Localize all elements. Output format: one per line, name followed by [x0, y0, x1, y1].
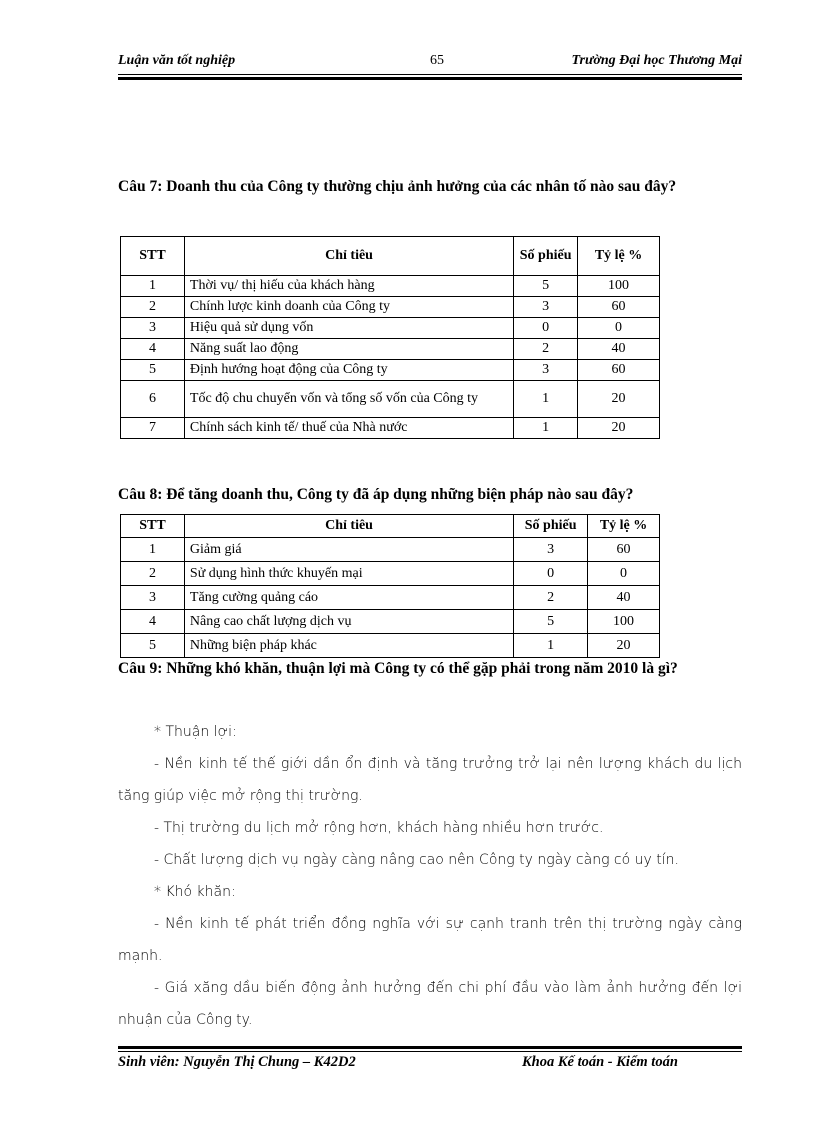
- col-header-stt: STT: [121, 515, 185, 538]
- row-stt: 4: [121, 339, 185, 360]
- table-row: [121, 276, 660, 297]
- row-stt: 3: [121, 318, 185, 339]
- difficulties-heading: * Khó khăn:: [154, 884, 236, 900]
- row-stt: 2: [121, 297, 185, 318]
- table-row: [121, 381, 660, 418]
- row-votes: 3: [514, 538, 588, 562]
- table-row: [121, 418, 660, 439]
- row-item: Hiệu quả sử dụng vốn: [184, 318, 513, 339]
- row-votes: 2: [514, 339, 578, 360]
- row-percent: 40: [588, 586, 660, 610]
- row-votes: 1: [514, 418, 578, 439]
- header-rule-thin: [118, 74, 742, 75]
- footer-rule-thin: [118, 1051, 742, 1052]
- row-percent: 0: [578, 318, 660, 339]
- row-item: Định hướng hoạt động của Công ty: [184, 360, 513, 381]
- row-item: Nâng cao chất lượng dịch vụ: [184, 610, 513, 634]
- col-header-votes: Số phiếu: [514, 515, 588, 538]
- row-percent: 100: [578, 276, 660, 297]
- page-number: 65: [430, 53, 444, 68]
- row-votes: 5: [514, 276, 578, 297]
- row-percent: 60: [578, 297, 660, 318]
- page-header: [118, 53, 742, 73]
- row-votes: 0: [514, 562, 588, 586]
- advantage-item: - Nền kinh tế thế giới dần ổn định và tăng trưởng trở lại nên lượng khách du lịch tăng giúp việc mở rộng thị trường.: [118, 756, 742, 804]
- header-rule-thick: [118, 77, 742, 80]
- table-row: [121, 297, 660, 318]
- question-8-table: [120, 514, 660, 658]
- row-item: Tốc độ chu chuyển vốn và tổng số vốn của Công ty: [184, 381, 513, 418]
- row-stt: 5: [121, 360, 185, 381]
- question-9: Câu 9: Những khó khăn, thuận lợi mà Công ty có thể gặp phải trong năm 2010 là gì?: [118, 660, 678, 677]
- row-item: Sử dụng hình thức khuyến mại: [184, 562, 513, 586]
- row-votes: 1: [514, 634, 588, 658]
- footer-rule-thick: [118, 1046, 742, 1049]
- col-header-stt: STT: [121, 237, 185, 276]
- row-votes: 0: [514, 318, 578, 339]
- difficulty-item: - Nền kinh tế phát triển đồng nghĩa với sự cạnh tranh trên thị trường ngày càng mạnh.: [118, 916, 742, 964]
- row-votes: 5: [514, 610, 588, 634]
- table-row: [121, 339, 660, 360]
- row-item: Tăng cường quảng cáo: [184, 586, 513, 610]
- header-university: Trường Đại học Thương Mại: [571, 53, 742, 68]
- row-votes: 2: [514, 586, 588, 610]
- difficulty-item: - Giá xăng dầu biến động ảnh hưởng đến chi phí đầu vào làm ảnh hưởng đến lợi nhuận của Công ty.: [118, 980, 742, 1028]
- row-stt: 4: [121, 610, 185, 634]
- footer-department: Khoa Kế toán - Kiểm toán: [522, 1054, 678, 1070]
- table-row: [121, 562, 660, 586]
- row-stt: 1: [121, 538, 185, 562]
- row-item: Chính lược kinh doanh của Công ty: [184, 297, 513, 318]
- advantages-heading: * Thuận lợi:: [154, 724, 237, 740]
- question-7-table: [120, 236, 660, 439]
- row-votes: 1: [514, 381, 578, 418]
- row-stt: 7: [121, 418, 185, 439]
- row-percent: 20: [578, 418, 660, 439]
- row-stt: 3: [121, 586, 185, 610]
- table-row: [121, 586, 660, 610]
- row-item: Những biện pháp khác: [184, 634, 513, 658]
- row-percent: 60: [578, 360, 660, 381]
- row-percent: 20: [578, 381, 660, 418]
- row-percent: 20: [588, 634, 660, 658]
- row-percent: 0: [588, 562, 660, 586]
- row-votes: 3: [514, 360, 578, 381]
- col-header-votes: Số phiếu: [514, 237, 578, 276]
- row-item: Giảm giá: [184, 538, 513, 562]
- row-votes: 3: [514, 297, 578, 318]
- table-row: [121, 318, 660, 339]
- table-row: [121, 360, 660, 381]
- answer-body: [118, 716, 742, 1036]
- advantage-item: - Thị trường du lịch mở rộng hơn, khách hàng nhiều hơn trước.: [154, 820, 604, 836]
- row-percent: 60: [588, 538, 660, 562]
- row-item: Thời vụ/ thị hiếu của khách hàng: [184, 276, 513, 297]
- row-percent: 40: [578, 339, 660, 360]
- footer-student: Sinh viên: Nguyễn Thị Chung – K42D2: [118, 1054, 356, 1070]
- advantage-item: - Chất lượng dịch vụ ngày càng nâng cao nên Công ty ngày càng có uy tín.: [154, 852, 679, 868]
- row-stt: 6: [121, 381, 185, 418]
- table-row: [121, 610, 660, 634]
- question-7: Câu 7: Doanh thu của Công ty thường chịu ảnh hưởng của các nhân tố nào sau đây?: [118, 178, 677, 195]
- col-header-criteria: Chỉ tiêu: [184, 237, 513, 276]
- col-header-percent: Tỷ lệ %: [588, 515, 660, 538]
- row-stt: 1: [121, 276, 185, 297]
- row-stt: 2: [121, 562, 185, 586]
- row-item: Chính sách kinh tế/ thuế của Nhà nước: [184, 418, 513, 439]
- col-header-criteria: Chỉ tiêu: [184, 515, 513, 538]
- row-percent: 100: [588, 610, 660, 634]
- question-8: Câu 8: Để tăng doanh thu, Công ty đã áp dụng những biện pháp nào sau đây?: [118, 486, 634, 503]
- col-header-percent: Tỷ lệ %: [578, 237, 660, 276]
- row-stt: 5: [121, 634, 185, 658]
- row-item: Năng suất lao động: [184, 339, 513, 360]
- table-row: [121, 538, 660, 562]
- header-thesis-label: Luận văn tốt nghiệp: [118, 53, 236, 68]
